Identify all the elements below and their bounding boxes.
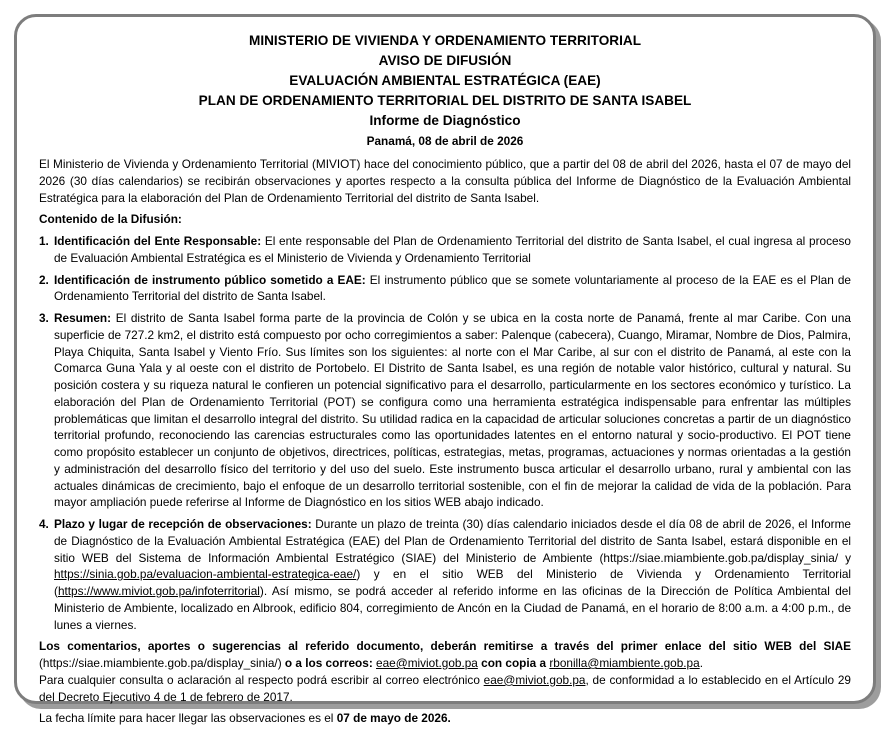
eae-email-link[interactable]: eae@miviot.gob.pa	[376, 656, 478, 670]
doc-title-eae: EVALUACIÓN AMBIENTAL ESTRATÉGICA (EAE)	[289, 73, 601, 88]
item-4-text-mid: ) y en el sitio WEB del Ministerio de Vivienda y Ordenamiento Territorial (	[54, 567, 851, 598]
item-2-body	[54, 272, 851, 306]
item-3-lead: Resumen:	[54, 311, 112, 325]
deadline-text: La fecha límite para hacer llegar las observaciones es el	[39, 711, 337, 726]
item-3-body	[54, 310, 851, 511]
miviot-infoterritorial-link[interactable]: https://www.miviot.gob.pa/infoterritorial	[57, 584, 260, 598]
item-4-number: 4.	[39, 517, 49, 531]
doc-dateline: Panamá, 08 de abril de 2026	[366, 134, 524, 148]
list-item-1	[39, 233, 851, 267]
comments-paragraph	[39, 638, 851, 705]
item-2-number: 2.	[39, 272, 49, 287]
item-2-lead: Identificación de instrumento público sometido a EAE:	[54, 272, 366, 287]
comments-bold-copia: con copia a	[477, 656, 550, 670]
item-4-lead: Plazo y lugar de recepción de observaciones:	[54, 517, 312, 531]
doc-title-aviso: AVISO DE DIFUSIÓN	[378, 53, 512, 68]
item-1-text: El ente responsable del Plan de Ordenamiento Territorial del distrito de Santa Isabel, el cual ingresa al proceso de Evaluación Ambiental Estratégica es el Ministerio de Vivienda y Ordenamiento Territorial	[54, 234, 851, 265]
comments-bold-correos: o a los correos:	[281, 656, 377, 670]
list-item-3	[39, 310, 851, 511]
eae-email-link-2[interactable]: eae@miviot.gob.pa	[483, 672, 586, 687]
item-4-text-start: Durante un plazo de treinta (30) días calendario iniciados desde el día 08 de abril de 2026, el Informe de Diagnóstico de la Evaluación Ambiental Estratégica (EAE) del Plan de Ordenamiento Territorial del distrito de Santa Isabel, estará disponible en el sitio WEB del Sistema de Información Ambiental Estratégico (SIAE) del Ministerio de Ambiente (https://siae.miambiente.gob.pa/display_sinia/ y	[54, 517, 851, 565]
doc-body	[39, 156, 851, 727]
comments-period: .	[699, 656, 703, 670]
deadline-paragraph	[39, 710, 851, 727]
rbonilla-email-link[interactable]: rbonilla@miambiente.gob.pa	[549, 656, 700, 670]
doc-subtitle: Informe de Diagnóstico	[369, 113, 521, 128]
doc-title-ministry: MINISTERIO DE VIVIENDA Y ORDENAMIENTO TERRITORIAL	[249, 33, 641, 48]
comments-bold-intro: Los comentarios, aportes o sugerencias al referido documento, deberán remitirse a través del primer enlace del sitio WEB del SIAE	[39, 639, 851, 654]
section-heading: Contenido de la Difusión:	[39, 212, 182, 227]
deadline-date: 07 de mayo de 2026.	[336, 711, 451, 726]
item-4-text-end: ). Así mismo, se podrá acceder al referido informe en las oficinas de la Dirección de Política Ambiental del Ministerio de Ambiente, localizado en Albrook, edificio 804, corregimiento de Ancón en la Ciudad de Panamá, en el horario de 8:00 a.m. a 4:00 p.m., de lunes a viernes.	[54, 584, 851, 632]
item-2-text: El instrumento público que se somete voluntariamente al proceso de la EAE es el Plan de Ordenamiento Territorial del distrito de Santa Isabel.	[54, 272, 851, 304]
consulta-text-2: , de conformidad a lo establecido en el Artículo 29 del Decreto Ejecutivo 4 de 1 de febrero de 2017.	[39, 672, 851, 704]
doc-title-plan: PLAN DE ORDENAMIENTO TERRITORIAL DEL DISTRITO DE SANTA ISABEL	[198, 93, 692, 108]
siae-url-text: (https://siae.miambiente.gob.pa/display_sinia/)	[39, 656, 282, 670]
item-1-lead: Identificación del Ente Responsable:	[54, 234, 262, 248]
intro-paragraph: El Ministerio de Vivienda y Ordenamiento Territorial (MIVIOT) hace del conocimiento público, que a partir del 08 de abril del 2026, hasta el 07 de mayo del 2026 (30 días calendarios) se recibirán observaciones y aportes respecto a la consulta pública del Informe de Diagnóstico de la Evaluación Ambiental Estratégica para la elaboración del Plan de Ordenamiento Territorial del distrito de Santa Isabel.	[39, 157, 851, 205]
item-1-body	[54, 233, 851, 267]
list-item-2	[39, 272, 851, 306]
list-item-4	[39, 516, 851, 633]
sinia-eae-link[interactable]: https://sinia.gob.pa/evaluacion-ambiental-estrategica-eae/	[54, 567, 357, 582]
document-frame	[14, 14, 876, 726]
item-3-text: El distrito de Santa Isabel forma parte de la provincia de Colón y se ubica en la costa norte de Panamá, frente al mar Caribe. Con una superficie de 727.2 km2, el distrito está compuesto por ocho corregimientos a saber: Palenque (cabecera), Cuango, Miramar, Nombre de Dios, Palmira, Playa Chiquita, Santa Isabel y Viento Frío. Sus límites son los siguientes: al norte con el Mar Caribe, al sur con el distrito de Panamá, al este con la Comarca Guna Yala y al oeste con el distrito de Portobelo. El Distrito de Santa Isabel, es una región de notable valor histórico, cultural y natural. Su posición costera y su riqueza natural le confieren un potencial significativo para el desarrollo, particularmente en los sectores económico y turístico. La elaboración del Plan de Ordenamiento Territorial (POT) se configura como una herramienta estratégica indispensable para enfrentar las múltiples problemáticas que limitan el desarrollo integral del distrito. Su utilidad radica en la capacidad de articular soluciones concretas a partir de un diagnóstico territorial profundo, reconociendo las carencias estructurales como las oportunidades latentes en el entorno natural y socio-productivo. El POT tiene como propósito establecer un conjunto de objetivos, directrices, políticas, estrategias, metas, programas, actuaciones y normas orientadas a la gestión y administración del desarrollo físico del territorio y del uso del suelo. Este instrumento busca articular el desarrollo urbano, rural y ambiental con las actuales dinámicas de crecimiento, bajo el enfoque de un desarrollo territorial sostenible, con el fin de mejorar la calidad de vida de la población. Para mayor ampliación puede referirse al Informe de Diagnóstico en los sitios WEB abajo indicado.	[54, 311, 851, 510]
consulta-text-1: Para cualquier consulta o aclaración al respecto podrá escribir al correo electrónico	[39, 672, 484, 687]
item-3-number: 3.	[39, 311, 49, 325]
item-4-body	[54, 516, 851, 633]
item-1-number: 1.	[39, 234, 49, 248]
